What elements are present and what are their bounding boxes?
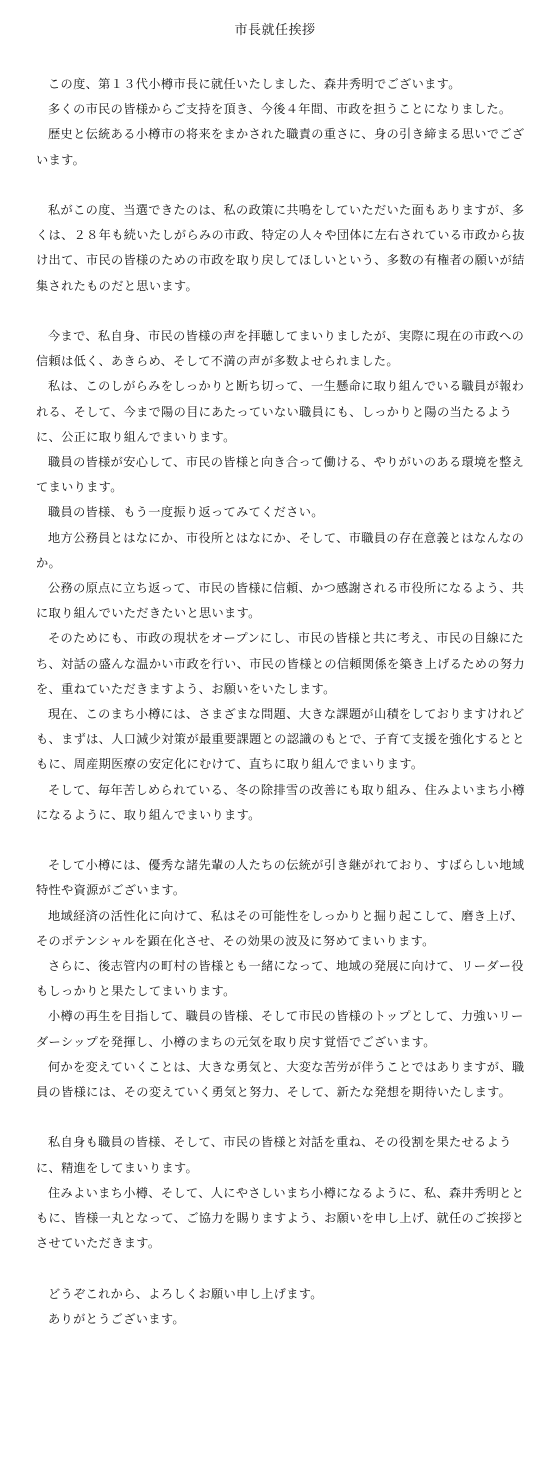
paragraph: そして小樽には、優秀な諸先輩の人たちの伝統が引き継がれており、すばらしい地域特性や資源がございます。 <box>36 858 525 898</box>
paragraph: 今まで、私自身、市民の皆様の声を拝聴してまいりましたが、実際に現在の市政への信頼は低く、あきらめ、そして不満の声が多数よせられました。 <box>36 329 525 369</box>
paragraph: 地域経済の活性化に向けて、私はその可能性をしっかりと掘り起こして、磨き上げ、そのポテンシャルを顕在化させ、その効果の波及に努めてまいります。 <box>36 908 524 948</box>
section-election <box>36 198 532 299</box>
paragraph: 職員の皆様、もう一度振り返ってみてください。 <box>48 505 324 520</box>
section-gap <box>36 1256 532 1281</box>
section-regional <box>36 853 532 1105</box>
paragraph: 職員の皆様が安心して、市民の皆様と向き合って働ける、やりがいのある環境を整えてまいります。 <box>36 455 525 495</box>
paragraph: 住みよいまち小樽、そして、人にやさしいまち小樽になるように、私、森井秀明とともに、皆様一丸となって、ご協力を賜りますよう、お願いを申し上げ、就任のご挨拶とさせていただきます。 <box>36 1185 525 1251</box>
section-gap <box>36 299 532 324</box>
section-gap <box>36 173 532 198</box>
section-commitment <box>36 1130 532 1256</box>
paragraph: 地方公務員とはなにか、市役所とはなにか、そして、市職員の存在意義とはなんなのか。 <box>36 530 525 570</box>
paragraph: ありがとうございます。 <box>48 1311 185 1326</box>
paragraph: 私自身も職員の皆様、そして、市民の皆様と対話を重ね、その役割を果たせるように、精進をしてまいります。 <box>36 1135 512 1175</box>
document-body <box>36 72 532 1332</box>
paragraph: どうぞこれから、よろしくお願い申し上げます。 <box>48 1286 323 1301</box>
paragraph: 現在、このまち小樽には、さまざまな問題、大きな課題が山積をしておりますけれども、まずは、人口減少対策が最重要課題との認識のもとで、子育て支援を強化するとともに、周産期医療の安定化にむけて、直ちに取り組んでまいります。 <box>36 707 525 772</box>
paragraph: 小樽の再生を目指して、職員の皆様、そして市民の皆様のトップとして、力強いリーダーシップを発揮し、小樽のまちの元気を取り戻す覚悟でございます。 <box>36 1009 524 1049</box>
section-opening <box>36 72 532 173</box>
paragraph: 私は、このしがらみをしっかりと断ち切って、一生懸命に取り組んでいる職員が報われる、そして、今まで陽の目にあたっていない職員にも、しっかりと陽の当たるように、公正に取り組んでまいります。 <box>36 379 525 444</box>
document-title: 市長就任挨拶 <box>234 23 316 38</box>
section-gap <box>36 1105 532 1130</box>
paragraph: さらに、後志管内の町村の皆様とも一緒になって、地域の発展に向けて、リーダー役もしっかりと果たしてまいります。 <box>36 959 524 999</box>
section-gap <box>36 828 532 853</box>
paragraph: 公務の原点に立ち返って、市民の皆様に信頼、かつ感謝される市役所になるよう、共に取り組んでいただきたいと思います。 <box>36 581 525 621</box>
paragraph: 何かを変えていくことは、大きな勇気と、大変な苦労が伴うことではありますが、職員の皆様には、その変えていく勇気と努力、そして、新たな発想を期待いたします。 <box>36 1059 525 1100</box>
paragraph: そして、毎年苦しめられている、冬の除排雪の改善にも取り組み、住みよいまち小樽になるように、取り組んでまいります。 <box>36 782 525 822</box>
paragraph: 私がこの度、当選できたのは、私の政策に共鳴をしていただいた面もありますが、多くは、２８年も続いたしがらみの市政、特定の人々や団体に左右されている市政から抜け出て、市民の皆様のための市政を取り戻してほしいという、多数の有権者の願いが結集されたものだと思います。 <box>36 203 525 293</box>
section-policy <box>36 324 532 828</box>
paragraph: この度、第１３代小樽市長に就任いたしました、森井秀明でございます。 <box>48 77 461 91</box>
paragraph: 多くの市民の皆様からご支持を頂き、今後４年間、市政を担うことになりました。 <box>48 102 512 117</box>
paragraph: そのためにも、市政の現状をオープンにし、市民の皆様と共に考え、市民の目線にたち、対話の盛んな温かい市政を行い、市民の皆様との信頼関係を築き上げるための努力を、重ねていただきますよう、お願いをいたします。 <box>36 631 525 696</box>
paragraph: 歴史と伝統ある小樽市の将来をまかされた職責の重さに、身の引き締まる思いでございます。 <box>36 127 525 167</box>
section-closing <box>36 1282 532 1332</box>
